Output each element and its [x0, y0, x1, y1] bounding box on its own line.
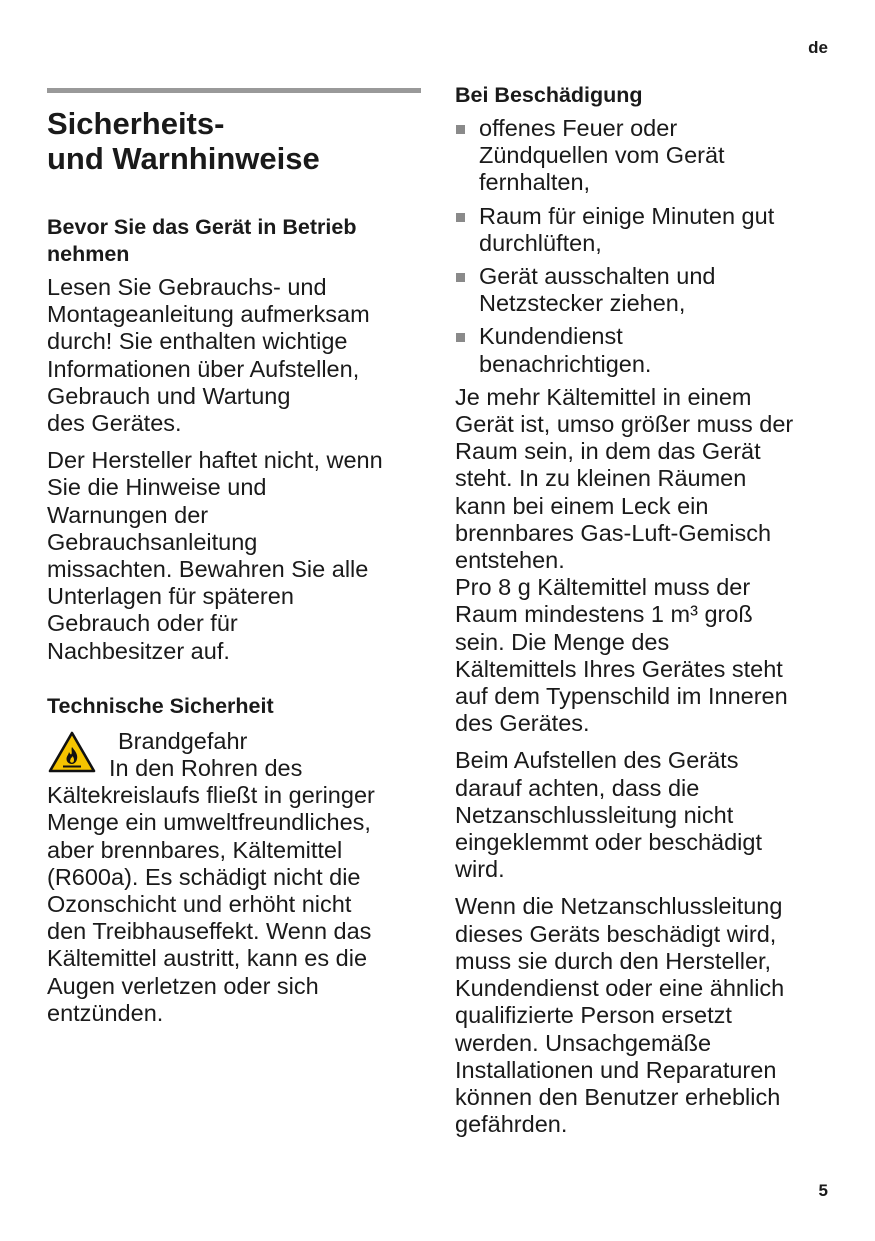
- text-line: Lesen Sie Gebrauchs- und: [47, 274, 327, 300]
- text-line: Der Hersteller haftet nicht, wenn: [47, 447, 383, 474]
- text-line: Raum mindestens 1 m³ groß: [455, 601, 753, 628]
- text-line: Je mehr Kältemittel in einem: [455, 383, 752, 410]
- text-line: Menge ein umweltfreundliches,: [47, 809, 371, 836]
- text-line: Informationen über Aufstellen,: [47, 355, 360, 382]
- text-line: missachten. Bewahren Sie alle: [47, 556, 369, 583]
- paragraph-read-instructions: [47, 274, 421, 437]
- text-line: Netzstecker ziehen,: [479, 290, 686, 317]
- warning-title: Brandgefahr: [118, 727, 248, 754]
- text-line: entstehen.: [455, 547, 565, 574]
- text-line: können den Benutzer erheblich: [455, 1083, 781, 1110]
- text-line: des Gerätes.: [455, 710, 590, 737]
- text-line: Unterlagen für späteren: [47, 583, 294, 610]
- text-line: wird.: [455, 856, 505, 883]
- heading-in-case-of-damage: Bei Beschädigung: [455, 83, 643, 107]
- text-line: Warnungen der: [47, 501, 209, 528]
- text-line: den Treibhauseffekt. Wenn das: [47, 918, 372, 945]
- text-line: darauf achten, dass die: [455, 774, 700, 801]
- text-line: Kundendienst: [479, 323, 623, 350]
- left-column: [47, 88, 421, 1027]
- fire-warning-icon: [47, 730, 97, 774]
- heading-before-use: Bevor Sie das Gerät in Betrieb nehmen: [47, 215, 357, 266]
- text-line: Netzanschlussleitung nicht: [455, 801, 734, 828]
- language-label: de: [808, 38, 828, 57]
- text-line: Pro 8 g Kältemittel muss der: [455, 574, 751, 601]
- text-line: durchlüften,: [479, 229, 602, 256]
- text-line: Gebrauchsanleitung: [47, 528, 258, 555]
- paragraph-refrigerant-volume: [455, 384, 830, 738]
- heading-technical-safety: Technische Sicherheit: [47, 693, 274, 718]
- bullet-square-icon: [456, 125, 465, 134]
- text-line: des Gerätes.: [47, 410, 182, 437]
- text-line: fernhalten,: [479, 169, 591, 196]
- text-line: aber brennbares, Kältemittel: [47, 836, 343, 863]
- text-line: Kältekreislaufs fließt in geringer: [47, 782, 375, 809]
- text-line: werden. Unsachgemäße: [455, 1029, 712, 1056]
- section-rule: [47, 88, 421, 93]
- bullet-square-icon: [456, 333, 465, 342]
- text-line: Gebrauch oder für: [47, 610, 238, 637]
- fire-warning: [47, 728, 421, 1027]
- page-number: 5: [818, 1181, 828, 1200]
- text-line: sein. Die Menge des: [455, 628, 670, 655]
- bullet-square-icon: [456, 213, 465, 222]
- text-line: Kältemittels Ihres Gerätes steht: [455, 655, 783, 682]
- text-line: In den Rohren des: [109, 755, 303, 782]
- text-line: Gebrauch und Wartung: [47, 382, 291, 409]
- text-line: brennbares Gas-Luft-Gemisch: [455, 519, 772, 546]
- text-line: steht. In zu kleinen Räumen: [455, 465, 747, 492]
- text-line: muss sie durch den Hersteller,: [455, 947, 772, 974]
- list-item: [455, 263, 830, 317]
- text-line: benachrichtigen.: [479, 350, 652, 377]
- text-line: Kältemittel austritt, kann es die: [47, 945, 368, 972]
- text-line: Kundendienst oder eine ähnlich: [455, 975, 785, 1002]
- text-line: dieses Geräts beschädigt wird,: [455, 920, 777, 947]
- text-line: Nachbesitzer auf.: [47, 637, 230, 664]
- text-line: entzünden.: [47, 999, 164, 1026]
- right-column: [455, 82, 830, 1138]
- text-line: Wenn die Netzanschlussleitung: [455, 893, 783, 920]
- text-line: Zündquellen vom Gerät: [479, 142, 725, 169]
- text-line: Raum sein, in dem das Gerät: [455, 438, 761, 465]
- text-line: kann bei einem Leck ein: [455, 492, 709, 519]
- text-line: Augen verletzen oder sich: [47, 972, 319, 999]
- text-line: gefährden.: [455, 1111, 568, 1138]
- warning-text: [47, 755, 421, 1027]
- text-line: eingeklemmt oder beschädigt: [455, 829, 762, 856]
- text-line: Sie die Hinweise und: [47, 474, 267, 501]
- page-title: Sicherheits- und Warnhinweise: [47, 106, 320, 176]
- list-item: [455, 323, 830, 377]
- text-line: Raum für einige Minuten gut: [479, 202, 775, 229]
- paragraph-installation-cable: [455, 747, 830, 883]
- text-line: (R600a). Es schädigt nicht die: [47, 863, 361, 890]
- text-line: Montageanleitung aufmerksam: [47, 301, 370, 328]
- text-line: offenes Feuer oder: [479, 115, 678, 141]
- text-line: Gerät ausschalten und: [479, 263, 716, 290]
- damage-steps-list: [455, 115, 830, 378]
- text-line: Beim Aufstellen des Geräts: [455, 747, 739, 774]
- text-line: Installationen und Reparaturen: [455, 1056, 777, 1083]
- text-line: qualifizierte Person ersetzt: [455, 1002, 732, 1029]
- bullet-square-icon: [456, 273, 465, 282]
- text-line: auf dem Typenschild im Inneren: [455, 683, 788, 710]
- paragraph-cable-replacement: [455, 893, 830, 1138]
- text-line: durch! Sie enthalten wichtige: [47, 328, 348, 355]
- list-item: [455, 203, 830, 257]
- text-line: Gerät ist, umso größer muss der: [455, 411, 794, 438]
- paragraph-liability: [47, 447, 421, 665]
- list-item: [455, 115, 830, 197]
- text-line: Ozonschicht und erhöht nicht: [47, 891, 352, 918]
